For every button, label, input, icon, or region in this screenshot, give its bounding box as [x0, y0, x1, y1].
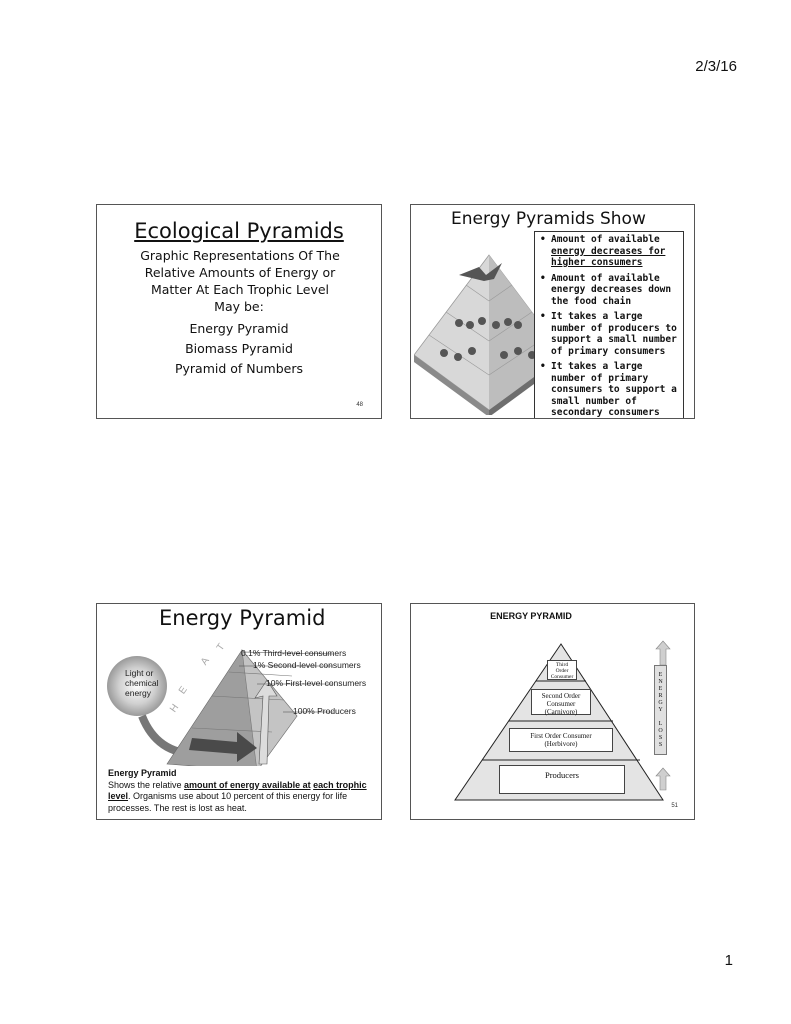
slide-title: Ecological Pyramids — [134, 219, 344, 243]
bullet-item — [538, 361, 680, 419]
energy-loss-letter: S — [658, 735, 663, 741]
box-line: Second Order — [541, 692, 581, 700]
caption-title: Energy Pyramid — [108, 768, 177, 778]
bullet-text: Amount of available — [551, 234, 660, 245]
pyramid-type-list — [97, 319, 381, 379]
slide-energy-pyramid — [96, 603, 382, 820]
level-label-second: 1% Second-level consumers — [253, 660, 361, 670]
energy-loss-letter: G — [658, 700, 663, 706]
heat-letter: A — [198, 655, 212, 668]
box-line: (Herbivore) — [544, 740, 578, 748]
level-label-producers: 100% Producers — [293, 706, 356, 716]
box-line: Consumer — [546, 700, 576, 708]
slide-subtitle — [107, 247, 373, 298]
energy-loss-letter: S — [658, 742, 663, 748]
first-order-consumer-box — [509, 728, 613, 752]
slide-ecological-pyramids — [96, 204, 382, 419]
subtitle-line: Relative Amounts of Energy or — [144, 265, 336, 280]
energy-loss-spacer — [655, 714, 666, 721]
light-energy-label — [125, 668, 159, 698]
slide-caption — [108, 768, 368, 814]
pyramid-type-item: Energy Pyramid — [189, 321, 289, 336]
page-number: 1 — [724, 952, 733, 969]
slide-title: ENERGY PYRAMID — [490, 611, 572, 621]
caption-emphasis: each trophic level — [108, 779, 367, 801]
heat-letter: T — [214, 641, 228, 654]
slide-number: 51 — [671, 803, 678, 809]
bullet-list — [534, 231, 684, 419]
caption-emphasis: amount of energy available at — [184, 779, 311, 790]
slide-energy-pyramid-diagram — [410, 603, 695, 820]
level-label-first: 10% First-level consumers — [266, 678, 367, 688]
energy-loss-letter: R — [658, 693, 663, 699]
bullet-text-underlined: energy decreases for higher consumers — [551, 245, 666, 268]
box-line: Consumer — [550, 674, 574, 680]
energy-loss-letter: N — [658, 679, 663, 685]
bullet-text: It takes a large number of primary consumers to support a small number of secondary consumers — [551, 361, 677, 418]
box-line: Third — [555, 662, 569, 668]
heat-letter: E — [176, 684, 190, 697]
energy-loss-letter: E — [658, 686, 663, 692]
heat-letter: H — [168, 702, 182, 715]
may-be-label: May be: — [214, 299, 264, 314]
bullet-item — [538, 234, 680, 269]
subtitle-line: Matter At Each Trophic Level — [150, 282, 330, 297]
pyramid-type-item: Biomass Pyramid — [185, 341, 293, 356]
producers-box: Producers — [499, 765, 625, 794]
slide-title: Energy Pyramid — [159, 606, 326, 630]
bullet-text: It takes a large number of producers to support a small number of primary consumers — [551, 311, 677, 357]
energy-loss-letter: L — [658, 721, 663, 727]
label-line: energy — [125, 688, 151, 698]
box-line: First Order Consumer — [530, 732, 592, 740]
caption-text: Shows the relative — [108, 779, 185, 790]
second-order-consumer-box — [531, 689, 591, 715]
bullet-item — [538, 273, 680, 308]
pyramid-type-item: Pyramid of Numbers — [174, 361, 304, 376]
energy-loss-letter: Y — [658, 707, 663, 713]
label-line: chemical — [125, 678, 159, 688]
slide-energy-pyramids-show — [410, 204, 695, 419]
page-date: 2/3/16 — [695, 58, 737, 75]
energy-loss-bar — [654, 665, 667, 755]
bullet-text: Amount of available energy decreases down the food chain — [551, 272, 672, 307]
box-line: (Carnivore) — [544, 708, 578, 716]
subtitle-line: Graphic Representations Of The — [140, 248, 340, 263]
level-label-third: 0.1% Third-level consumers — [241, 648, 347, 658]
slide-number: 48 — [356, 402, 363, 408]
caption-text: . Organisms use about 10 percent of this energy for life processes. The rest is lost as heat. — [108, 791, 348, 813]
label-line: Light or — [125, 668, 154, 678]
third-order-consumer-box — [547, 660, 577, 680]
bullet-item — [538, 311, 680, 357]
energy-loss-letter: E — [658, 672, 663, 678]
energy-loss-letter: O — [658, 728, 663, 734]
box-line: Order — [555, 668, 569, 674]
slide-title: Energy Pyramids Show — [451, 209, 646, 229]
